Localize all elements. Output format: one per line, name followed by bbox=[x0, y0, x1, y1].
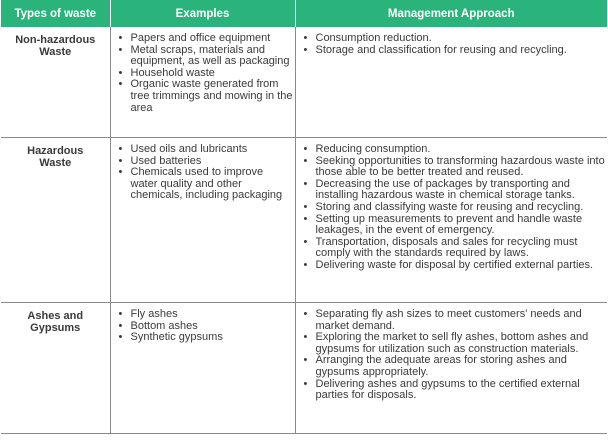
list-item: • Synthetic gypsums bbox=[117, 332, 293, 344]
examples-cell bbox=[110, 27, 295, 138]
list-item: • Fly ashes bbox=[117, 309, 293, 321]
list-item: • Separating fly ash sizes to meet customers' needs and market demand. bbox=[302, 309, 606, 332]
management-cell bbox=[295, 138, 607, 303]
list-item: • Reducing consumption. bbox=[302, 144, 606, 156]
examples-list bbox=[117, 144, 293, 202]
table-row bbox=[1, 138, 607, 303]
list-item: • Decreasing the use of packages by transporting and installing hazardous waste in chemical storage tanks. bbox=[302, 179, 606, 202]
management-list bbox=[302, 144, 606, 272]
table-row bbox=[1, 27, 607, 138]
list-item: • Setting up measurements to prevent and handle waste leakages, in the event of emergency. bbox=[302, 214, 606, 237]
list-item: • Transportation, disposals and sales for recycling must comply with the standards required by laws. bbox=[302, 237, 606, 260]
header-row bbox=[1, 0, 607, 27]
management-cell bbox=[295, 303, 607, 434]
list-item: • Papers and office equipment bbox=[117, 33, 293, 45]
list-item: • Consumption reduction. bbox=[302, 33, 606, 45]
waste-type-cell bbox=[1, 303, 110, 434]
waste-type-label: Hazardous bbox=[27, 145, 84, 157]
list-item: • Exploring the market to sell fly ashes, bottom ashes and gypsums for utilization such as construction materials. bbox=[302, 332, 606, 355]
waste-type-label: Waste bbox=[39, 45, 72, 58]
examples-cell bbox=[110, 303, 295, 434]
management-list bbox=[302, 309, 606, 402]
list-item: • Metal scraps, materials and equipment, as well as packaging bbox=[117, 45, 293, 68]
examples-list bbox=[117, 309, 293, 344]
header-examples: Examples bbox=[110, 0, 295, 27]
management-list bbox=[302, 33, 606, 56]
management-cell bbox=[295, 27, 607, 138]
waste-type-cell bbox=[1, 27, 110, 138]
list-item: • Used batteries bbox=[117, 156, 293, 168]
list-item: • Storage and classification for reusing and recycling. bbox=[302, 45, 606, 57]
list-item: • Delivering waste for disposal by certified external parties. bbox=[302, 260, 606, 272]
list-item: • Bottom ashes bbox=[117, 321, 293, 333]
list-item: • Chemicals used to improve water quality and other chemicals, including packaging bbox=[117, 167, 293, 202]
list-item: • Seeking opportunities to transforming hazardous waste into those able to be better treated and reused. bbox=[302, 156, 606, 179]
examples-cell bbox=[110, 138, 295, 303]
table-row bbox=[1, 303, 607, 434]
list-item: • Arranging the adequate areas for storing ashes and gypsums appropriately. bbox=[302, 355, 606, 378]
waste-type-cell bbox=[1, 138, 110, 303]
header-management-approach: Management Approach bbox=[295, 0, 607, 27]
waste-type-label: Ashes and bbox=[27, 310, 84, 322]
list-item: • Used oils and lubricants bbox=[117, 144, 293, 156]
waste-type-label: Waste bbox=[39, 156, 72, 169]
waste-management-table bbox=[1, 0, 607, 434]
waste-type-label: Gypsums bbox=[30, 321, 81, 334]
header-types-of-waste: Types of waste bbox=[1, 0, 110, 27]
list-item: • Delivering ashes and gypsums to the certified external parties for disposals. bbox=[302, 379, 606, 402]
list-item: • Household waste bbox=[117, 68, 293, 80]
waste-type-label: Non-hazardous bbox=[15, 34, 96, 46]
list-item: • Organic waste generated from tree trimmings and mowing in the area bbox=[117, 79, 293, 114]
examples-list bbox=[117, 33, 293, 114]
list-item: • Storing and classifying waste for reusing and recycling. bbox=[302, 202, 606, 214]
